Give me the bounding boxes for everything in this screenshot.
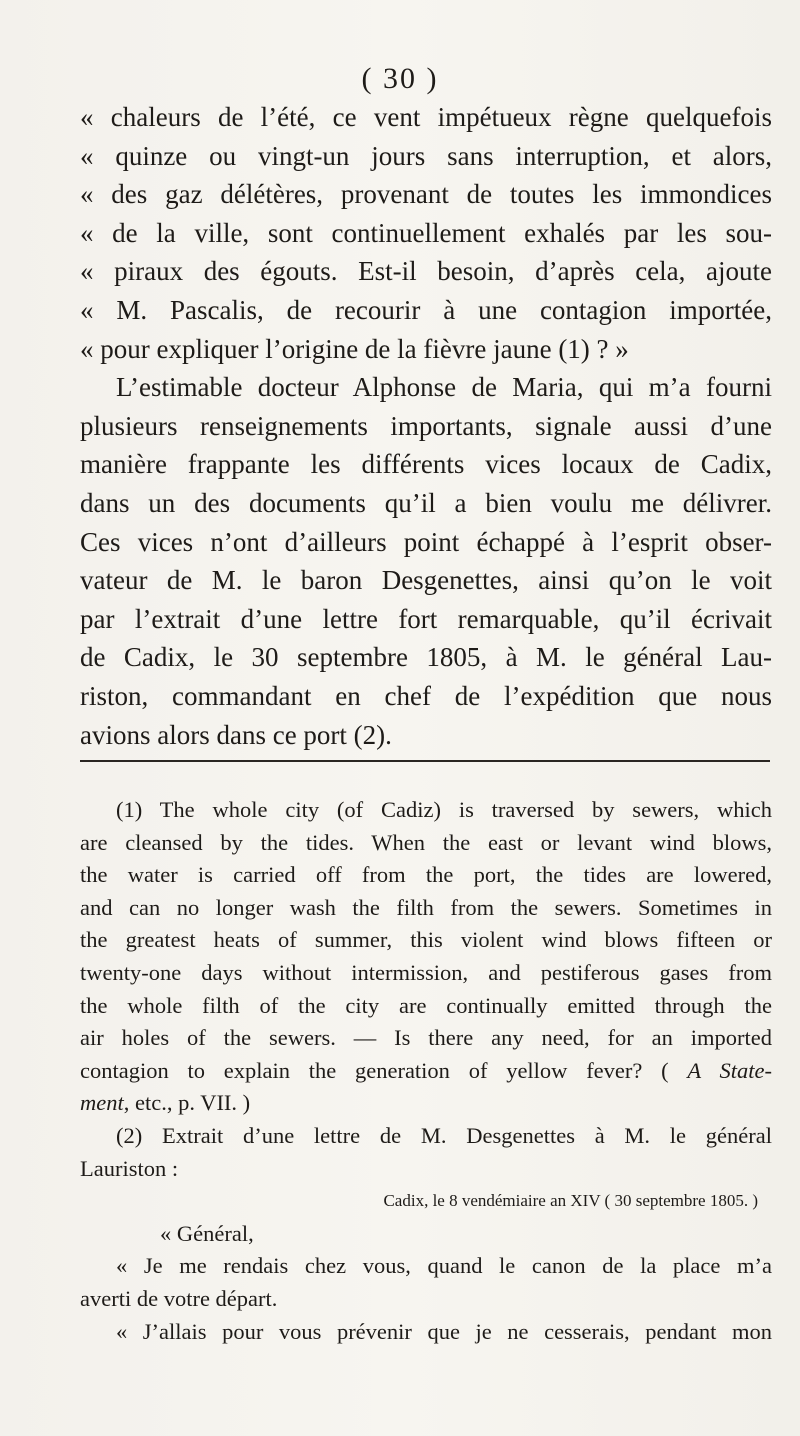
text-line: vateur de M. le baron Desgenettes, ainsi qu’on le voit bbox=[80, 565, 772, 596]
footnote-divider bbox=[80, 760, 770, 762]
page-number: ( 30 ) bbox=[361, 62, 439, 95]
text-line: avions alors dans ce port (2). bbox=[80, 719, 392, 750]
footnote-1-last-line bbox=[80, 1087, 772, 1120]
footnote-1-text: contagion to explain the generation of yellow fever? ( bbox=[80, 1057, 669, 1083]
text-line: Ces vices n’ont d’ailleurs point échappé à l’esprit obser- bbox=[80, 526, 772, 557]
footnote-1-line: twenty-one days without intermission, and pestiferous gases from bbox=[80, 959, 772, 985]
letter-salutation: « Général, bbox=[160, 1220, 254, 1246]
text-line: « de la ville, sont continuellement exhalés par les sou- bbox=[80, 217, 772, 248]
footnote-2-line: (2) Extrait d’une lettre de M. Desgenettes à M. le général bbox=[116, 1122, 772, 1148]
footnote-1-source-title: A State- bbox=[687, 1057, 772, 1083]
footnote-1-line-with-title bbox=[80, 1055, 772, 1088]
footnote-1-line: the whole filth of the city are continually emitted through the bbox=[80, 992, 772, 1018]
letter-line: « Je me rendais chez vous, quand le canon de la place m’a bbox=[116, 1253, 772, 1279]
text-line: « quinze ou vingt-un jours sans interruption, et alors, bbox=[80, 140, 772, 171]
paragraph-start-line: L’estimable docteur Alphonse de Maria, qui m’a fourni bbox=[116, 372, 772, 403]
footnote-1-source-title-cont: ment bbox=[80, 1090, 124, 1116]
text-line: « pour expliquer l’origine de la fièvre jaune (1) ? » bbox=[80, 333, 629, 364]
text-line: de Cadix, le 30 septembre 1805, à M. le général Lau- bbox=[80, 642, 772, 673]
text-line: dans un des documents qu’il a bien voulu me délivrer. bbox=[80, 487, 772, 518]
footnotes-block bbox=[80, 794, 772, 1348]
footnote-1-line: and can no longer wash the filth from the sewers. Sometimes in bbox=[80, 894, 772, 920]
footnote-1-line: the water is carried off from the port, the tides are lowered, bbox=[80, 862, 772, 888]
footnote-1-line: (1) The whole city (of Cadiz) is traversed by sewers, which bbox=[116, 797, 772, 822]
footnote-2-line: Lauriston : bbox=[80, 1155, 179, 1181]
footnote-1-tail: , etc., p. VII. ) bbox=[123, 1090, 251, 1116]
letter-line: « J’allais pour vous prévenir que je ne cesserais, pendant mon bbox=[116, 1318, 772, 1344]
text-line: par l’extrait d’une lettre fort remarquable, qu’il écrivait bbox=[80, 603, 772, 634]
main-text-block bbox=[80, 98, 772, 754]
text-line: « piraux des égouts. Est-il besoin, d’après cela, ajoute bbox=[80, 256, 772, 287]
text-line: « des gaz délétères, provenant de toutes les immondices bbox=[80, 179, 772, 210]
footnote-1-line: the greatest heats of summer, this violent wind blows fifteen or bbox=[80, 927, 772, 953]
footnote-1-line: air holes of the sewers. — Is there any need, for an imported bbox=[80, 1025, 772, 1051]
letter-dateline: Cadix, le 8 vendémiaire an XIV ( 30 septembre 1805. ) bbox=[383, 1191, 758, 1211]
text-line: riston, commandant en chef de l’expédition que nous bbox=[80, 680, 772, 711]
text-line: « M. Pascalis, de recourir à une contagion importée, bbox=[80, 294, 772, 325]
text-line: « chaleurs de l’été, ce vent impétueux règne quelquefois bbox=[80, 102, 772, 132]
text-line: manière frappante les différents vices locaux de Cadix, bbox=[80, 449, 772, 480]
footnote-1-line: are cleansed by the tides. When the east or levant wind blows, bbox=[80, 829, 772, 855]
letter-line: averti de votre départ. bbox=[80, 1285, 278, 1311]
text-line: plusieurs renseignements importants, signale aussi d’une bbox=[80, 410, 772, 441]
